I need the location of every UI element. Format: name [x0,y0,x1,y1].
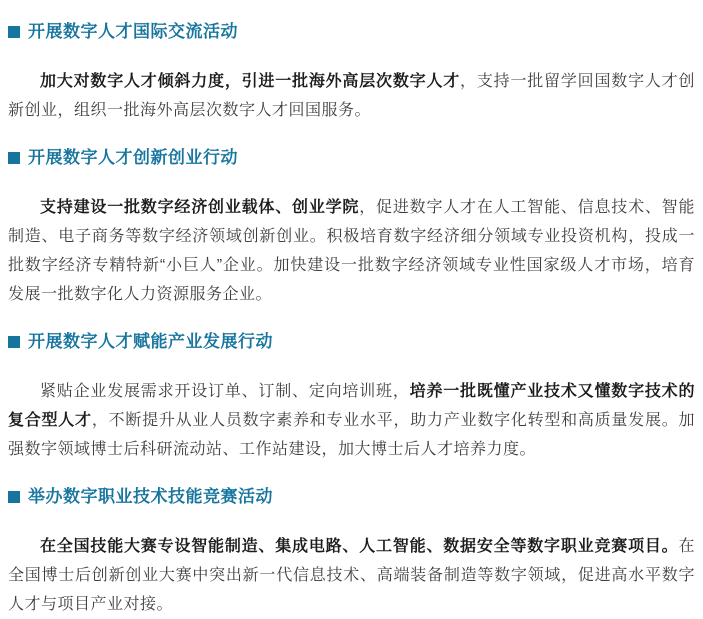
section-paragraph [8,377,695,464]
section-heading [8,332,695,352]
paragraph-regular-run: ，促进数字人才在人工智能、信息技术、智能制造、电子商务等数字经济领域创新创业。积极培育数字经济细分领域专业投资机构，投成一批数字经济专精特新“小巨人”企业。加快建设一批数字经济领域专业性国家级人才市场，培育发展一批数字化人力资源服务企业。 [8,199,695,303]
paragraph-bold-run: 支持建设一批数字经济创业载体、创业学院 [40,199,360,216]
section-skills-competition [8,487,695,619]
paragraph-bold-run: 加大对数字人才倾斜力度，引进一批海外高层次数字人才 [40,73,461,90]
section-industry-empowerment [8,332,695,464]
section-international-exchange [8,22,695,125]
paragraph-regular-run: 紧贴企业发展需求开设订单、订制、定向培训班， [40,383,410,400]
section-heading-text: 开展数字人才赋能产业发展行动 [28,332,273,351]
paragraph-regular-run: ，不断提升从业人员数字素养和专业水平，助力产业数字化转型和高质量发展。加强数字领域博士后科研流动站、工作站建设，加大博士后人才培养力度。 [8,412,695,458]
paragraph-bold-run: 在全国技能大赛专设智能制造、集成电路、人工智能、数据安全等数字职业竞赛项目。 [40,538,679,555]
section-heading-text: 开展数字人才国际交流活动 [28,22,238,41]
paragraph-bold-run: 培养一批既懂产业技术又懂数字技术的复合型人才 [8,383,695,429]
paragraph-regular-run: 在全国博士后创新创业大赛中突出新一代信息技术、高端装备制造等数字领域，促进高水平数字人才与项目产业对接。 [8,538,695,613]
section-innovation-entrepreneurship [8,148,695,309]
section-paragraph [8,532,695,619]
square-bullet-icon [8,26,20,38]
square-bullet-icon [8,336,20,348]
section-heading [8,487,695,507]
section-paragraph [8,67,695,125]
square-bullet-icon [8,491,20,503]
square-bullet-icon [8,152,20,164]
section-heading-text: 举办数字职业技术技能竞赛活动 [28,487,273,506]
section-paragraph [8,193,695,309]
section-heading [8,22,695,42]
section-heading [8,148,695,168]
paragraph-regular-run: ，支持一批留学回国数字人才创新创业，组织一批海外高层次数字人才回国服务。 [8,73,695,119]
section-heading-text: 开展数字人才创新创业行动 [28,148,238,167]
